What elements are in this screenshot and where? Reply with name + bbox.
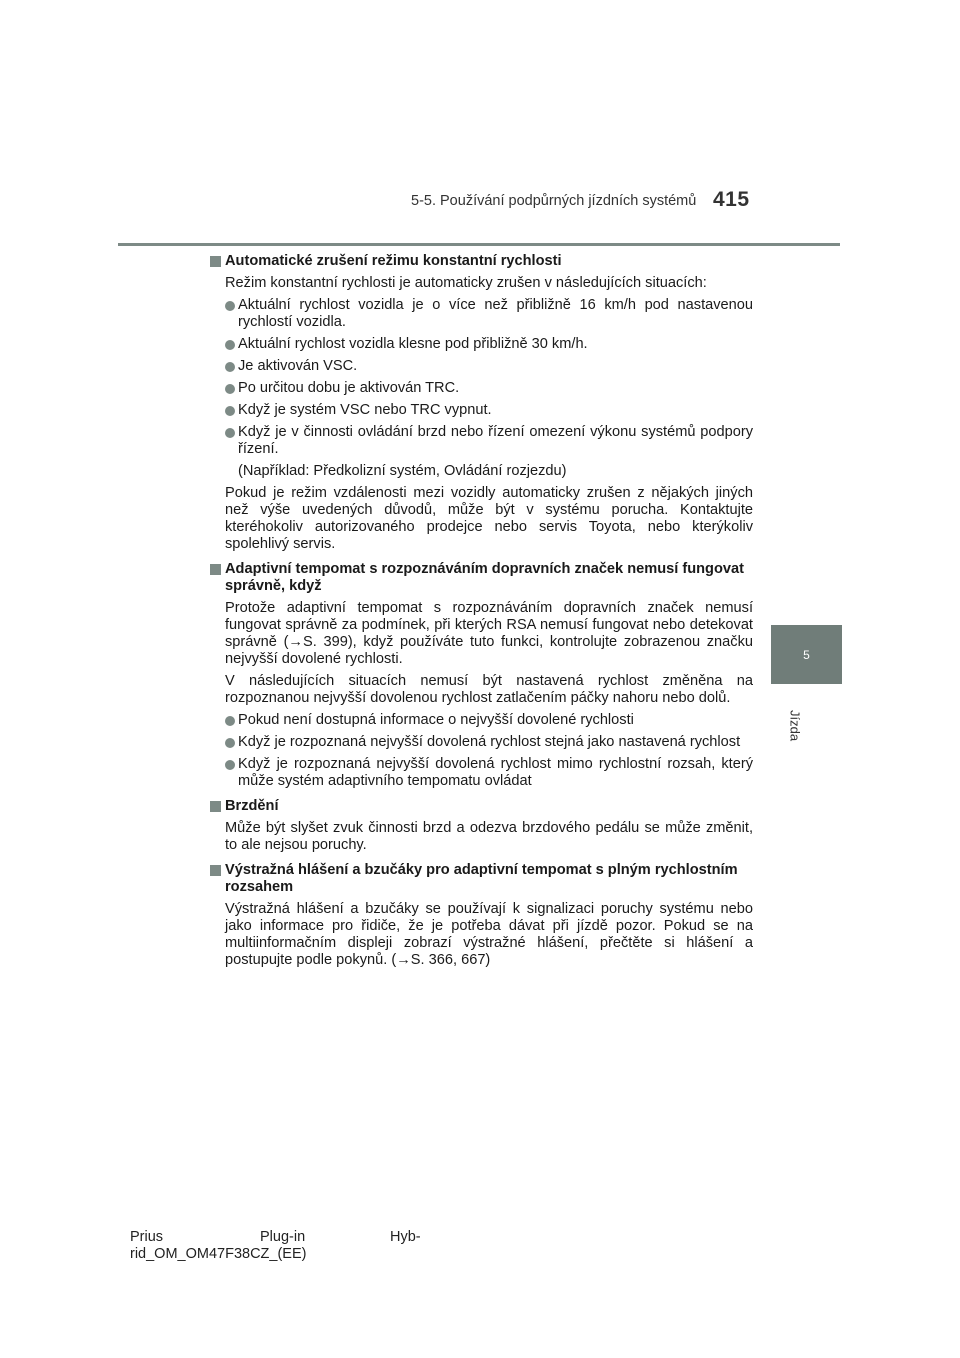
bullet-item: Po určitou dobu je aktivován TRC.	[225, 380, 753, 397]
footer-type: Hyb-	[390, 1229, 421, 1245]
section-heading: Adaptivní tempomat s rozpoznáváním dopravních značek nemusí fungovat správně, když	[208, 561, 753, 595]
bullet-item: Aktuální rychlost vozidla je o více než přibližně 16 km/h pod nastavenou rychlostí vozidla.	[225, 297, 753, 331]
section-heading: Výstražná hlášení a bzučáky pro adaptivní tempomat s plným rychlostním rozsahem	[208, 862, 753, 896]
chapter-number: 5	[803, 647, 810, 662]
section-heading: Automatické zrušení režimu konstantní rychlosti	[208, 253, 753, 270]
bullet-item: Když je systém VSC nebo TRC vypnut.	[225, 402, 753, 419]
footer-model-code	[130, 1229, 421, 1263]
footer-variant: Plug-in	[260, 1229, 306, 1245]
paragraph: Režim konstantní rychlosti je automaticky zrušen v následujících situacích:	[225, 275, 707, 291]
paragraph: Protože adaptivní tempomat s rozpoznáváním dopravních značek nemusí fungovat správně za podmínek, při kterých RSA nemusí fungovat nebo detekovat správně (→S. 399), když používáte tuto funkci, kontrolujte zobrazenou značku nejvyšší dovolené rychlosti.	[225, 600, 753, 667]
bullet-item: Když je rozpoznaná nejvyšší dovolená rychlost mimo rychlostní rozsah, který může systém adaptivního tempomatu ovládat	[225, 756, 753, 790]
bullet-item: Když je rozpoznaná nejvyšší dovolená rychlost stejná jako nastavená rychlost	[225, 734, 753, 751]
bullet-item: Aktuální rychlost vozidla klesne pod přibližně 30 km/h.	[225, 336, 753, 353]
paragraph: Pokud je režim vzdálenosti mezi vozidly automaticky zrušen z nějakých jiných než výše uvedených důvodů, může být v systému porucha. Kontaktujte kteréhokoliv autorizovaného prodejce nebo servis Toyota, nebo kterýkoliv spolehlivý servis.	[225, 485, 753, 552]
section-heading: Brzdění	[208, 798, 753, 815]
chapter-label: Jízda	[787, 710, 803, 742]
chapter-tab[interactable]	[771, 625, 842, 684]
header-divider	[118, 243, 840, 246]
paragraph: Výstražná hlášení a bzučáky se používají k signalizaci poruchy systému nebo jako informace pro řidiče, že je potřeba dávat při jízdě pozor. Pokud se na multiinformačním displeji zobrazí výstražné hlášení, přečtěte si hlášení a postupujte podle pokynů. (→S. 366, 667)	[225, 901, 753, 968]
page-content	[208, 253, 753, 974]
bullet-item: Je aktivován VSC.	[225, 358, 753, 375]
paragraph: V následujících situacích nemusí být nastavená rychlost změněna na rozpoznanou nejvyšší dovolenou rychlost zatlačením páčky nahoru nebo dolů.	[225, 673, 753, 706]
footer-code: rid_OM_OM47F38CZ_(EE)	[130, 1246, 307, 1262]
running-header-title: 5-5. Používání podpůrných jízdních systémů	[411, 193, 697, 209]
bullet-note: (Například: Předkolizní systém, Ovládání rozjezdu)	[238, 463, 567, 479]
footer-model: Prius	[130, 1229, 164, 1245]
page-number: 415	[713, 188, 750, 211]
bullet-item: Když je v činnosti ovládání brzd nebo řízení omezení výkonu systémů podpory řízení.	[225, 424, 753, 458]
bullet-item: Pokud není dostupná informace o nejvyšší dovolené rychlosti	[225, 712, 753, 729]
paragraph: Může být slyšet zvuk činnosti brzd a odezva brzdového pedálu se může změnit, to ale nejsou poruchy.	[225, 820, 753, 853]
